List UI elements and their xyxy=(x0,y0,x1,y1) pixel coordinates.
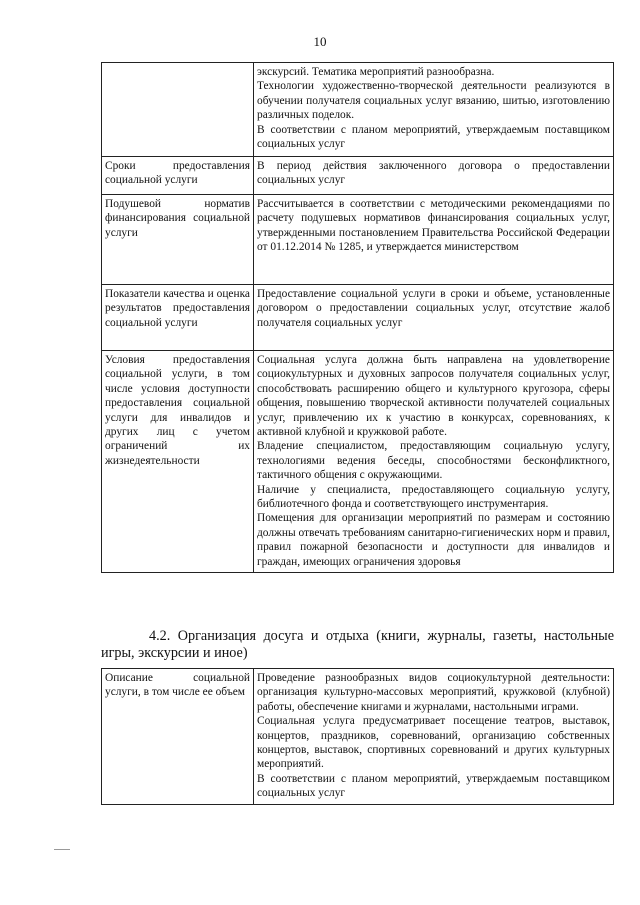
row-label: Подушевой норматив финансирования социальной услуги xyxy=(102,195,254,285)
row-value xyxy=(254,285,614,351)
row-label: Сроки предоставления социальной услуги xyxy=(102,157,254,195)
table-row xyxy=(102,157,614,195)
table-row xyxy=(102,195,614,285)
page-number: 10 xyxy=(313,34,327,49)
row-value xyxy=(254,669,614,805)
paragraph: Наличие у специалиста, предоставляющего социальную услугу, библиотечного фонда и соответствующего инструментария. xyxy=(257,483,610,511)
scan-mark xyxy=(54,849,70,850)
paragraph: Предоставление социальной услуги в сроки и объеме, установленные договором о предоставлении социальных услуг, отсутствие жалоб получателя социальных услуг xyxy=(257,288,610,329)
service-table-4-2 xyxy=(101,668,614,805)
table-row xyxy=(102,351,614,573)
row-value xyxy=(254,63,614,157)
section-heading: 4.2. Организация досуга и отдыха (книги, журналы, газеты, настольные игры, экскурсии и иное) xyxy=(101,628,614,661)
table-row xyxy=(102,63,614,157)
paragraph: Технологии художественно-творческой деятельности реализуются в обучении получателя социальных услуг вязанию, шитью, изготовлению различных поделок. xyxy=(257,80,610,122)
row-value xyxy=(254,351,614,573)
table-row xyxy=(102,669,614,805)
row-label: Условия предоставления социальной услуги, в том числе условия доступности предоставления социальной услуги для инвалидов и других лиц с учетом ограничений их жизнедеятельности xyxy=(102,351,254,573)
paragraph: Социальная услуга должна быть направлена на удовлетворение социокультурных и духовных запросов получателя социальных услуг, способствовать расширению общего и культурного кругозора, сферы общения, повышению творческой активности получателей социальных услуг, привлечению их к участию в конкурсах, соревнованиях, к активной клубной и кружковой работе. xyxy=(257,354,610,439)
row-label: Описание социальной услуги, в том числе ее объем xyxy=(102,669,254,805)
paragraph: Проведение разнообразных видов социокультурной деятельности: организация культурно-массовых мероприятий, кружковой (клубной) работы, обеспечение книгами и журналами, настольными играми. xyxy=(257,672,610,713)
paragraph: Владение специалистом, предоставляющим социальную услугу, технологиями ведения беседы, способностями бесконфликтного, тактичного общения с окружающими. xyxy=(257,440,610,482)
table-row xyxy=(102,285,614,351)
row-label xyxy=(102,63,254,157)
paragraph: Социальная услуга предусматривает посещение театров, выставок, концертов, праздников, соревнований, организацию собственных концертов, выставок, спортивных соревнований и других культурных мероприятий. xyxy=(257,715,610,771)
paragraph: Помещения для организации мероприятий по размерам и состоянию должны отвечать требованиям санитарно-гигиенических норм и правил, правил пожарной безопасности и доступности для инвалидов и граждан, имеющих ограничения здоровья xyxy=(257,512,610,568)
row-value xyxy=(254,157,614,195)
row-label: Показатели качества и оценка результатов предоставления социальной услуги xyxy=(102,285,254,351)
paragraph: В соответствии с планом мероприятий, утверждаемым поставщиком социальных услуг xyxy=(257,123,610,151)
service-table-continued xyxy=(101,62,614,573)
paragraph: В соответствии с планом мероприятий, утверждаемым поставщиком социальных услуг xyxy=(257,772,610,800)
paragraph: В период действия заключенного договора о предоставлении социальных услуг xyxy=(257,160,610,187)
row-value xyxy=(254,195,614,285)
paragraph: экскурсий. Тематика мероприятий разнообразна. xyxy=(257,66,495,78)
paragraph: Рассчитывается в соответствии с методическими рекомендациями по расчету подушевых нормативов финансирования социальных услуг, утвержденными постановлением Правительства Российской Федерации от 01.12.2014 № 1285, и утверждается министерством xyxy=(257,198,610,254)
